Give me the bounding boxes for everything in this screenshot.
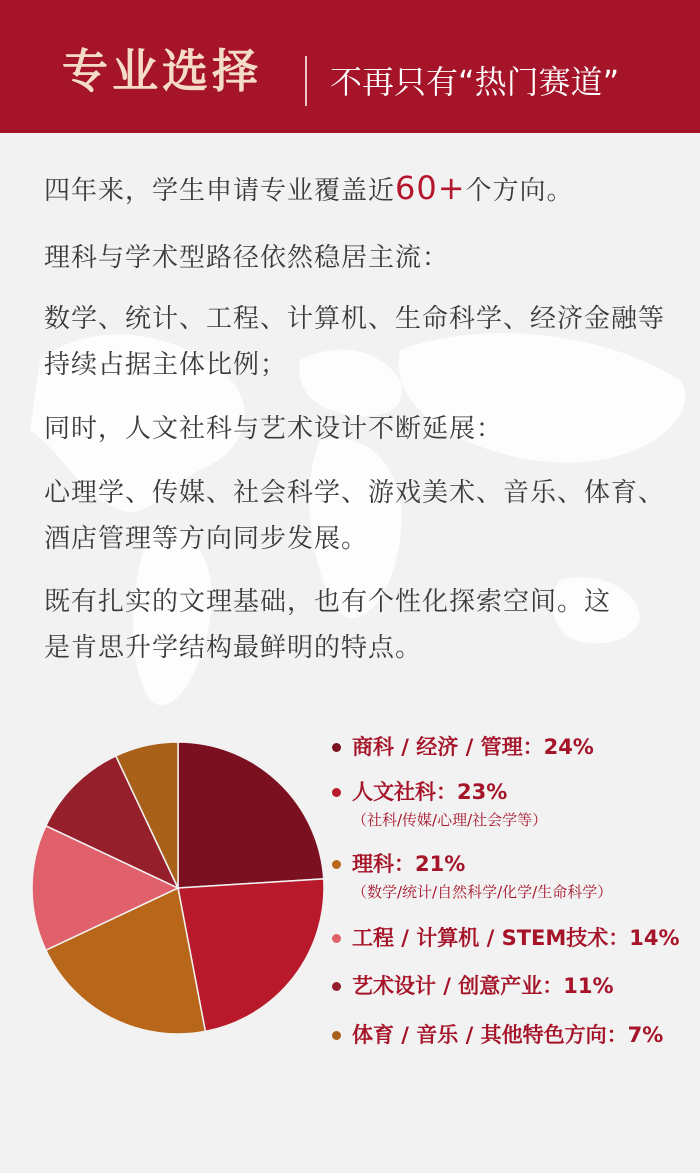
intro-line-1 (44, 170, 574, 209)
intro-line-2: 理科与学术型路径依然稳居主流： (44, 243, 450, 273)
pie-chart (0, 720, 340, 1050)
header-banner (0, 0, 700, 133)
legend-dot-0 (332, 743, 341, 752)
intro-line-6a: 既有扎实的文理基础，也有个性化探索空间。这 (44, 587, 612, 617)
intro-highlight-number: 60+ (395, 169, 466, 207)
header-divider (305, 56, 307, 106)
legend-label-2: 理科：21% (352, 852, 466, 876)
intro-line-4: 同时，人文社科与艺术设计不断延展： (44, 414, 504, 444)
legend-sublabel-1: （社科/传媒/心理/社会学等） (352, 811, 548, 829)
legend-label-1: 人文社科：23% (352, 780, 508, 804)
intro-line-1-suffix: 个方向。 (465, 176, 574, 206)
legend-dot-2 (332, 860, 341, 869)
legend-dot-3 (332, 934, 341, 943)
page-title: 专业选择 (62, 44, 262, 98)
intro-line-5a: 心理学、传媒、社会科学、游戏美术、音乐、体育、 (44, 478, 666, 508)
legend-dot-5 (332, 1031, 341, 1040)
legend-dot-4 (332, 982, 341, 991)
legend-label-0: 商科 / 经济 / 管理：24% (352, 735, 594, 759)
legend-label-5: 体育 / 音乐 / 其他特色方向：7% (352, 1023, 664, 1047)
legend-label-4: 艺术设计 / 创意产业：11% (352, 974, 614, 998)
intro-line-6b: 是肯思升学结构最鲜明的特点。 (44, 633, 423, 663)
intro-line-3a: 数学、统计、工程、计算机、生命科学、经济金融等 (44, 304, 666, 334)
pie-slice-0 (178, 742, 324, 888)
intro-line-3b: 持续占据主体比例； (44, 350, 288, 380)
intro-line-1-prefix: 四年来，学生申请专业覆盖近 (44, 176, 396, 206)
legend-label-3: 工程 / 计算机 / STEM技术：14% (352, 926, 680, 950)
legend-sublabel-2: （数学/统计/自然科学/化学/生命科学） (352, 883, 613, 901)
legend-dot-1 (332, 788, 341, 797)
intro-line-5b: 酒店管理等方向同步发展。 (44, 524, 369, 554)
page-subtitle: 不再只有“热门赛道” (330, 63, 620, 101)
